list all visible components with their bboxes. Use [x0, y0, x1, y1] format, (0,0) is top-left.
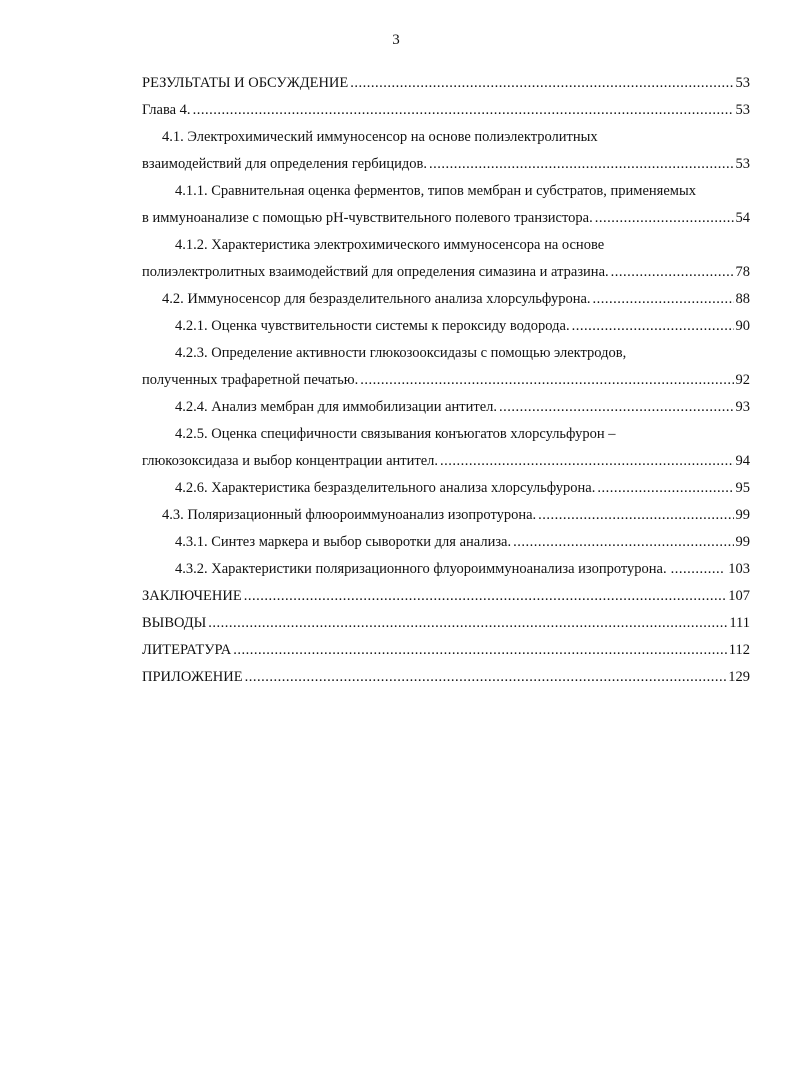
dot-leader	[233, 641, 727, 659]
toc-entry-page: 53	[735, 75, 750, 91]
toc-entry-page: 129	[728, 669, 750, 685]
toc-entry-title: ВЫВОДЫ	[142, 615, 207, 631]
toc-entry-page: 95	[735, 480, 750, 496]
toc-entry-title: полиэлектролитных взаимодействий для определения симазина и атразина.	[142, 264, 609, 280]
toc-entry-page: 93	[735, 399, 750, 415]
toc-entry-title: 4.3. Поляризационный флюороиммуноанализ изопротурона.	[162, 507, 537, 523]
toc-entry-4-2-5-line2	[142, 452, 750, 470]
toc-entry-page: 94	[735, 453, 750, 469]
toc-entry-literature	[142, 641, 750, 659]
dot-leader	[538, 506, 733, 524]
toc-entry-page: 54	[735, 210, 750, 226]
dot-leader	[595, 209, 734, 227]
toc-entry-chapter-4	[142, 101, 750, 119]
dot-leader	[208, 614, 727, 632]
dot-leader	[671, 560, 725, 578]
toc-entry-page: 88	[735, 291, 750, 307]
toc-entry-4-1-1-line2	[142, 209, 750, 227]
toc-entry-page: 103	[728, 561, 750, 577]
toc-entry-title: ЛИТЕРАТУРА	[142, 642, 232, 658]
toc-entry-4-2-1	[175, 317, 750, 335]
toc-entry-title: в иммуноанализе с помощью pH-чувствительного полевого транзистора.	[142, 210, 593, 226]
toc-entry-title: 4.1.2. Характеристика электрохимического иммуносенсора на основе	[175, 237, 605, 253]
toc-entry-4-1-line2	[142, 155, 750, 173]
toc-entry-page: 99	[735, 507, 750, 523]
dot-leader	[611, 263, 734, 281]
toc-entry-page: 92	[735, 372, 750, 388]
toc-entry-4-2	[162, 290, 750, 308]
toc-entry-4-3-2	[175, 560, 750, 578]
toc-entry-conclusion	[142, 587, 750, 605]
toc-entry-4-3-1	[175, 533, 750, 551]
dot-leader	[513, 533, 733, 551]
toc-entry-title: 4.2.1. Оценка чувствительности системы к пероксиду водорода.	[175, 318, 570, 334]
toc-entry-title: 4.2. Иммуносенсор для безразделительного анализа хлорсульфурона.	[162, 291, 591, 307]
toc-entry-title: ЗАКЛЮЧЕНИЕ	[142, 588, 242, 604]
toc-entry-page: 78	[735, 264, 750, 280]
toc-entry-title: глюкозоксидаза и выбор концентрации антител.	[142, 453, 438, 469]
toc-entry-title: 4.1. Электрохимический иммуносенсор на основе полиэлектролитных	[162, 129, 598, 145]
toc-entry-4-1-2-line2	[142, 263, 750, 281]
toc-entry-results	[142, 74, 750, 92]
toc-entry-title: 4.2.4. Анализ мембран для иммобилизации антител.	[175, 399, 498, 415]
toc-entry-page: 107	[728, 588, 750, 604]
dot-leader	[429, 155, 733, 173]
toc-entry-page: 53	[735, 102, 750, 118]
dot-leader	[597, 479, 733, 497]
dot-leader	[440, 452, 734, 470]
toc-entry-page: 53	[735, 156, 750, 172]
toc-entry-4-1-2-line1	[175, 236, 750, 254]
toc-entry-title: полученных трафаретной печатью.	[142, 372, 359, 388]
dot-leader	[193, 101, 734, 119]
toc-entry-findings	[142, 614, 750, 632]
toc-entry-page: 112	[728, 642, 750, 658]
toc-entry-appendix	[142, 668, 750, 686]
dot-leader	[244, 587, 727, 605]
toc-entry-4-2-5-line1	[175, 425, 750, 443]
toc-entry-page: 99	[735, 534, 750, 550]
toc-entry-4-2-3-line2	[142, 371, 750, 389]
dot-leader	[360, 371, 733, 389]
dot-leader	[350, 74, 733, 92]
dot-leader	[572, 317, 734, 335]
toc-entry-4-3	[162, 506, 750, 524]
dot-leader	[245, 668, 727, 686]
toc-entry-title: 4.2.6. Характеристика безразделительного анализа хлорсульфурона.	[175, 480, 596, 496]
toc-entry-page: 90	[735, 318, 750, 334]
toc-entry-title: 4.1.1. Сравнительная оценка ферментов, типов мембран и субстратов, применяемых	[175, 183, 696, 199]
toc-entry-title: Глава 4.	[142, 102, 191, 118]
toc-entry-title: 4.2.5. Оценка специфичности связывания конъюгатов хлорсульфурон –	[175, 426, 616, 442]
toc-entry-title: РЕЗУЛЬТАТЫ И ОБСУЖДЕНИЕ	[142, 75, 349, 91]
page-number: 3	[392, 32, 400, 48]
toc-entry-4-1-1-line1	[175, 182, 750, 200]
toc-entry-4-2-6	[175, 479, 750, 497]
toc-entry-4-1-line1	[162, 128, 750, 146]
toc-entry-title: 4.3.2. Характеристики поляризационного флуороиммуноанализа изопротурона.	[175, 561, 667, 577]
toc-entry-title: взаимодействий для определения гербицидов.	[142, 156, 428, 172]
toc-entry-4-2-4	[175, 398, 750, 416]
toc-entry-title: 4.3.1. Синтез маркера и выбор сыворотки для анализа.	[175, 534, 512, 550]
toc-entry-title: ПРИЛОЖЕНИЕ	[142, 669, 243, 685]
dot-leader	[593, 290, 734, 308]
toc-entry-4-2-3-line1	[175, 344, 750, 362]
toc-entry-title: 4.2.3. Определение активности глюкозооксидазы с помощью электродов,	[175, 345, 627, 361]
dot-leader	[499, 398, 733, 416]
toc-entry-page: 111	[729, 615, 750, 631]
